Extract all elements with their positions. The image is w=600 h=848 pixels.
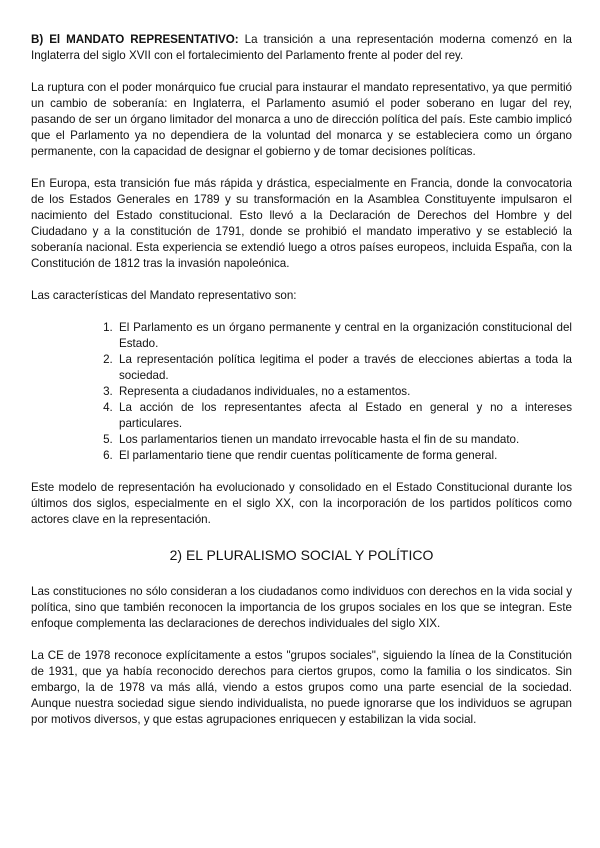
characteristics-lead: Las características del Mandato representativo son: [31,289,297,302]
characteristics-list [31,320,572,464]
closing-paragraph: Este modelo de representación ha evolucionado y consolidado en el Estado Constitucional durante los últimos dos siglos, especialmente en el siglo XX, con la incorporación de los partidos políticos como actores clave en la representación. [31,481,572,526]
paragraph: La CE de 1978 reconoce explícitamente a estos "grupos sociales", siguiendo la línea de la Constitución de 1931, que ya había reconocido derechos para ciertos grupos, como la familia o los sindicatos. Sin embargo, la de 1978 va más allá, viendo a estos grupos como una parte esencial de la sociedad. Aunque nuestra sociedad sigue siendo individualista, no puede ignorarse que los individuos se agrupan por motivos diversos, y que estas agrupaciones enriquecen y estabilizan la vida social. [31,649,572,726]
list-item: 4. La acción de los representantes afecta al Estado en general y no a intereses particulares. [116,400,572,432]
section-b-heading: B) El MANDATO REPRESENTATIVO: [31,33,239,46]
document-page [31,32,572,744]
paragraph: Las constituciones no sólo consideran a los ciudadanos como individuos con derechos en la vida social y política, sino que también reconocen la importancia de los grupos sociales en los que se integran. Este enfoque complementa las declaraciones de derechos individuales del siglo XIX. [31,585,572,630]
list-item: 2. La representación política legitima el poder a través de elecciones abiertas a toda la sociedad. [116,352,572,384]
section-b-intro [31,32,572,64]
paragraph: En Europa, esta transición fue más rápida y drástica, especialmente en Francia, donde la convocatoria de los Estados Generales en 1789 y su transformación en la Asamblea Constituyente impulsaron el nacimiento del Estado constitucional. Esto llevó a la Declaración de Derechos del Hombre y del Ciudadano y a la constitución de 1791, donde se prohibió el mandato imperativo y se estableció la soberanía nacional. Esta experiencia se extendió luego a otros países europeos, incluida España, con la Constitución de 1812 tras la invasión napoleónica. [31,177,572,270]
list-item: 3. Representa a ciudadanos individuales, no a estamentos. [116,384,572,400]
paragraph: La ruptura con el poder monárquico fue crucial para instaurar el mandato representativo, ya que permitió un cambio de soberanía: en Inglaterra, el Parlamento asumió el poder soberano en lugar del rey, pasando de ser un órgano limitador del monarca a uno de dirección política del país. Este cambio implicó que el Parlamento ya no dependiera de la voluntad del monarca y se estableciera como un órgano permanente, con la capacidad de designar el gobierno y de tomar decisiones políticas. [31,81,572,158]
list-item: 5. Los parlamentarios tienen un mandato irrevocable hasta el fin de su mandato. [116,432,572,448]
list-item: 6. El parlamentario tiene que rendir cuentas políticamente de forma general. [116,448,572,464]
list-item: 1. El Parlamento es un órgano permanente y central en la organización constitucional del Estado. [116,320,572,352]
section-title: 2) EL PLURALISMO SOCIAL Y POLÍTICO [169,547,434,563]
section-b-intro-text: La transición a una representación moderna comenzó en la Inglaterra del siglo XVII con el fortalecimiento del Parlamento frente al poder del rey. [31,33,572,62]
